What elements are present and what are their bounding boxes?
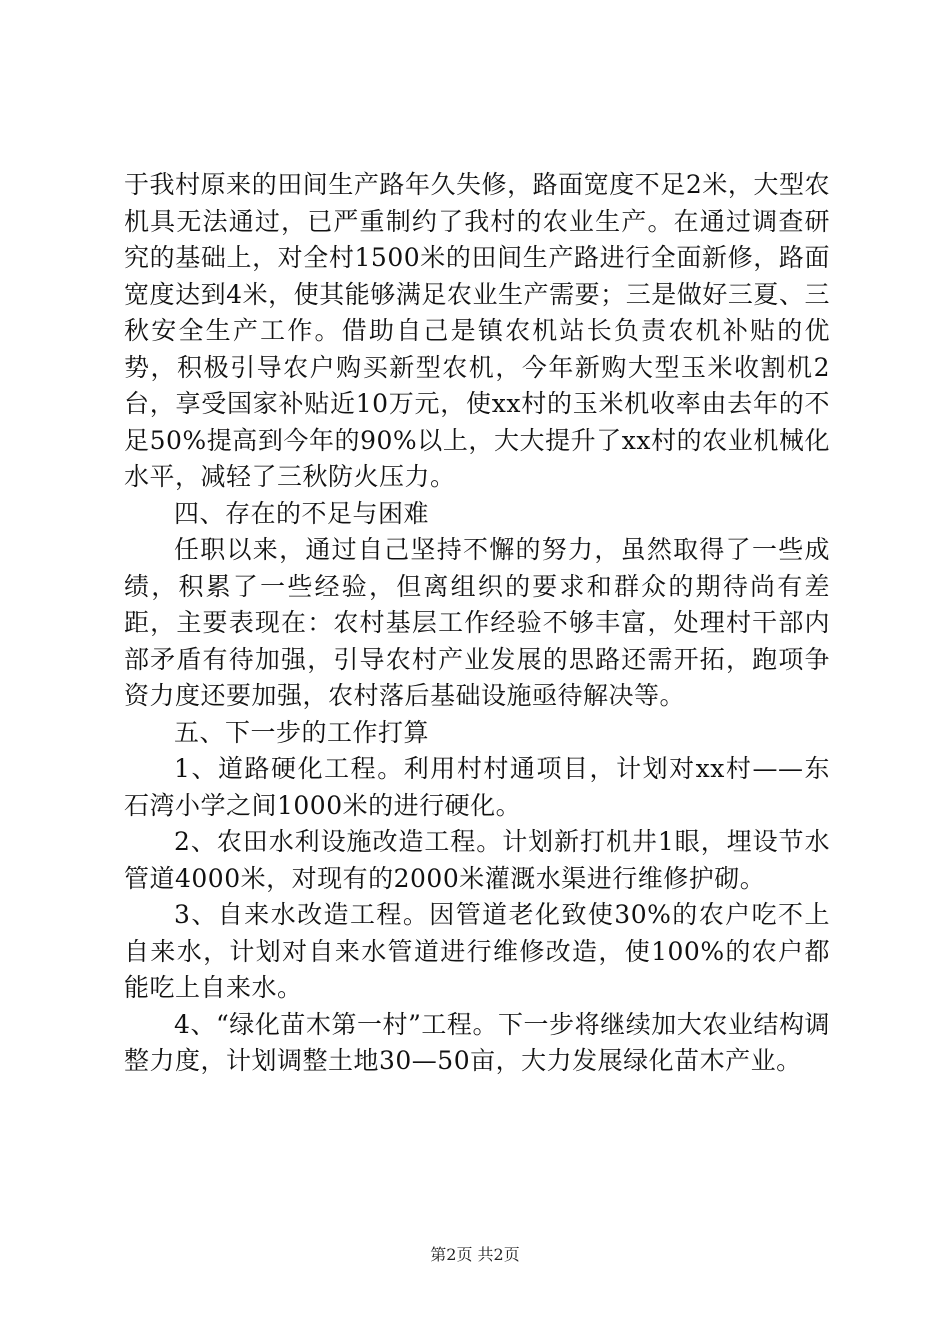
page-number-footer: 第2页 共2页 [430, 1245, 520, 1264]
body-paragraph: 于我村原来的田间生产路年久失修，路面宽度不足2米，大型农机具无法通过，已严重制约了我村的农业生产。在通过调查研究的基础上，对全村1500米的田间生产路进行全面新修，路面宽度达到4米，使其能够满足农业生产需要；三是做好三夏、三秋安全生产工作。借助自己是镇农机站长负责农机补贴的优势，积极引导农户购买新型农机，今年新购大型玉米收割机2台，享受国家补贴近10万元，使xx村的玉米机收率由去年的不足50%提高到今年的90%以上，大大提升了xx村的农业机械化水平，减轻了三秋防火压力。 [124, 170, 830, 491]
body-paragraph: 任职以来，通过自己坚持不懈的努力，虽然取得了一些成绩，积累了一些经验，但离组织的要求和群众的期待尚有差距，主要表现在：农村基层工作经验不够丰富，处理村干部内部矛盾有待加强，引导农村产业发展的思路还需开拓，跑项争资力度还要加强，农村落后基础设施亟待解决等。 [124, 535, 830, 710]
section-heading: 四、存在的不足与困难 [174, 498, 430, 528]
list-item: 2、农田水利设施改造工程。计划新打机井1眼，埋设节水管道4000米，对现有的2000米灌溉水渠进行维修护砌。 [124, 827, 830, 893]
list-item: 3、自来水改造工程。因管道老化致使30%的农户吃不上自来水，计划对自来水管道进行维修改造，使100%的农户都能吃上自来水。 [124, 900, 830, 1002]
list-item: 4、“绿化苗木第一村”工程。下一步将继续加大农业结构调整力度，计划调整土地30—50亩，大力发展绿化苗木产业。 [124, 1009, 830, 1075]
section-heading: 五、下一步的工作打算 [174, 717, 430, 747]
list-item: 1、道路硬化工程。利用村村通项目，计划对xx村——东石湾小学之间1000米的进行硬化。 [124, 754, 830, 820]
document-body [124, 167, 830, 1080]
